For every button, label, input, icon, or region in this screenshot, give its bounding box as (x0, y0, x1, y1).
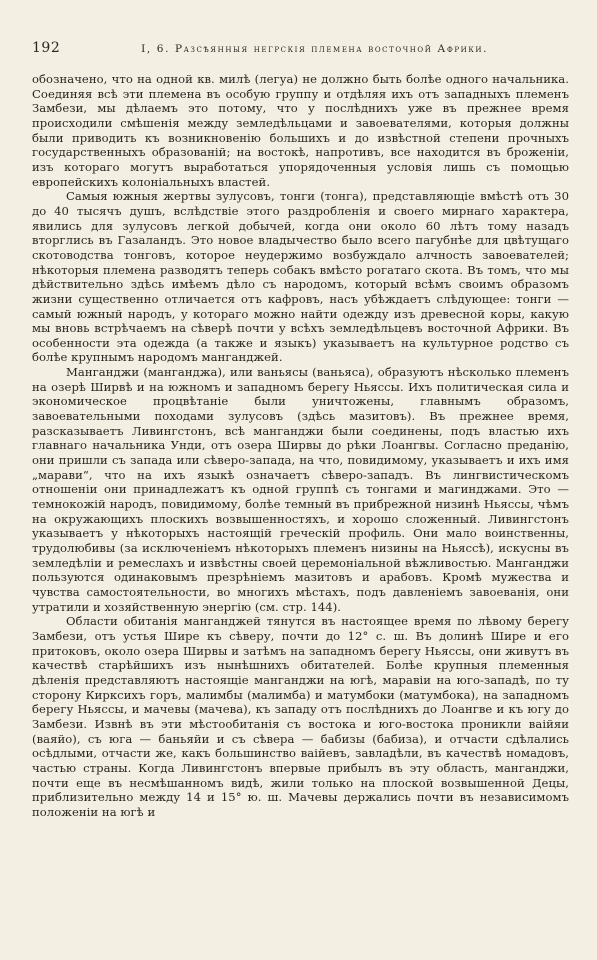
paragraph-4: Области обитанія манганджей тянутся въ настоящее время по лѣвому берегу Замбези, отъ устья Шире къ сѣверу, почти до 12° с. ш. Въ долинѣ Шире и его притоковъ, около озера Ширвы и затѣмъ на западномъ берегу Ньяссы, они живутъ въ качествѣ старѣйшихъ изъ нынѣшнихъ обитателей. Болѣе крупныя племенныя дѣленія представляютъ настоящіе манганджи на югѣ, маравіи на юго-западѣ, по ту сторону Кирксихъ горъ, малимбы (малимба) и матумбоки (матумбока), на западномъ берегу Ньяссы, и мачевы (мачева), къ западу отъ послѣднихъ до Лоангве и къ югу до Замбези. Извнѣ въ эти мѣстообитанія съ востока и юго-востока проникли ваійяи (ваяйо), съ юга — баньяйи и съ сѣвера — бабизы (бабиза), и отчасти сдѣлались осѣдлыми, отчасти же, какъ большинство ваійевъ, завладѣли, въ качествѣ номадовъ, частью страны. Когда Ливингстонъ впервые прибылъ въ эту область, манганджи, почти еще въ несмѣшанномъ видѣ, жили только на плоской возвышенной Децы, приблизительно между 14 и 15° ю. ш. Мачевы держались почти въ независимомъ положеніи на югѣ и (32, 614, 569, 819)
paragraph-2: Самыя южныя жертвы зулусовъ, тонги (тонга), представляющіе вмѣстѣ отъ 30 до 40 тысячъ душъ, вслѣдствіе этого раздробленія и своего мирнаго характера, явились для зулусовъ легкой добычей, когда они около 60 лѣтъ тому назадъ вторглись въ Газаландъ. Это новое владычество было всего пагубнѣе для цвѣтущаго скотоводства тонговъ, которое неудержимо возбуждало алчность завоевателей; нѣкоторыя племена разводятъ теперь собакъ вмѣсто рогатаго скота. Въ томъ, что мы дѣйствительно здѣсь имѣемъ дѣло съ народомъ, который всѣмъ своимъ образомъ жизни существенно отличается отъ кафровъ, насъ убѣждаетъ слѣдующее: тонги — самый южный народъ, у котораго можно найти одежду изъ древесной коры, какую мы вновь встрѣчаемъ на сѣверѣ почти у всѣхъ земледѣльцевъ восточной Африки. Въ особенности эта одежда (а также и языкъ) указываетъ на культурное родство съ болѣе крупнымъ народомъ манганджей. (32, 189, 569, 365)
paragraph-1: обозначено, что на одной кв. милѣ (легуа) не должно быть болѣе одного начальника. Соединяя всѣ эти племена въ особую группу и отдѣляя ихъ отъ западныхъ племенъ Замбези, мы дѣлаемъ это потому, что у послѣднихъ уже въ прежнее время происходили смѣшенія между земледѣльцами и завоевателями, которыя должны были приводить къ возникновенію большихъ и до извѣстной степени прочныхъ государственныхъ образованій; на востокѣ, напротивъ, все находится въ броженіи, изъ котораго могутъ выработаться упорядоченныя условія лишь съ помощью европейскихъ колоніальныхъ властей. (32, 72, 569, 189)
page-header (32, 40, 569, 66)
paragraph-3: Манганджи (манганджа), или ваньясы (ваньяса), образуютъ нѣсколько племенъ на озерѣ Ширвѣ и на южномъ и западномъ берегу Ньяссы. Ихъ политическая сила и экономическое процвѣтаніе были уничтожены, главнымъ образомъ, завоевательными походами зулусовъ (здѣсь мазитовъ). Въ прежнее время, разсказываетъ Ливингстонъ, всѣ манганджи были соединены, подъ властью ихъ главнаго начальника Унди, отъ озера Ширвы до рѣки Лоангвы. Согласно преданію, они пришли съ запада или сѣверо-запада, на что, повидимому, указываетъ и ихъ имя „марави“, что на ихъ языкѣ означаетъ сѣверо-западъ. Въ лингвистическомъ отношеніи они принадлежатъ къ одной группѣ съ тонгами и магинджами. Это — темнокожій народъ, повидимому, болѣе темный въ прибрежной низинѣ Ньяссы, чѣмъ на окружающихъ плоскихъ возвышенностяхъ, и хорошо сложенный. Ливингстонъ указываетъ у нѣкоторыхъ настоящій греческій профиль. Они мало воинственны, трудолюбивы (за исключеніемъ нѣкоторыхъ племенъ низины на Ньяссѣ), искусны въ земледѣліи и ремеслахъ и извѣстны своей церемоніальной вѣжливостью. Манганджи пользуются одинаковымъ презрѣніемъ мазитовъ и арабовъ. Кромѣ мужества и чувства самостоятельности, во многихъ мѣстахъ, подъ давленіемъ завоеванія, они утратили и хозяйственную энергію (см. стр. 144). (32, 365, 569, 614)
page-number: 192 (32, 40, 61, 56)
body-text (32, 72, 569, 819)
running-head: I, 6. Разсѣянныя негрскія племена восточной Африки. (141, 43, 489, 55)
